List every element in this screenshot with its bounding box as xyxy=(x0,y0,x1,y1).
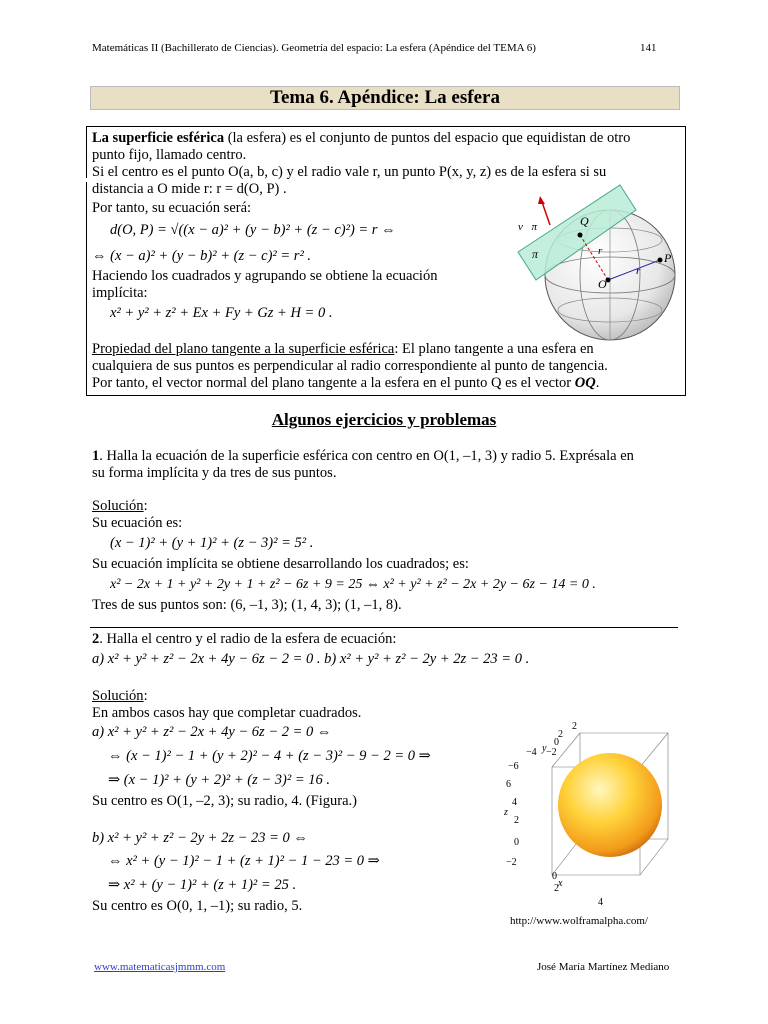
equation-distance: d(O, P) = √((x − a)² + (y − b)² + (z − c)²) = r ⇔ xyxy=(110,222,396,238)
exercise-2b-result: Su centro es O(0, 1, –1); su radio, 5. xyxy=(92,898,303,914)
center-o-label: O xyxy=(598,277,607,291)
exercise-2b-equation-1: b) x² + y² + z² − 2y + 2z − 23 = 0 ⇔ xyxy=(92,830,308,846)
radius-label-2: r xyxy=(636,265,641,277)
plot-x-label: x xyxy=(558,878,563,889)
plot-y-tick: 0 xyxy=(554,737,559,748)
equation-sphere: ⇔ (x − a)² + (y − b)² + (z − c)² = r² . xyxy=(92,248,312,264)
box-line-6: Haciendo los cuadrados y agrupando se obtiene la ecuación xyxy=(92,268,438,284)
tangent-property-3: Por tanto, el vector normal del plano tangente a la esfera en el punto Q es el vector OQ. xyxy=(92,375,600,391)
box-line-4: distancia a O mide r: r = d(O, P) . xyxy=(92,181,287,197)
plot-x-tick: 2 xyxy=(554,883,559,894)
plot-y-tick: −2 xyxy=(546,747,557,758)
footer-author: José María Martínez Mediano xyxy=(537,961,670,973)
plot-y-tick: 2 xyxy=(558,729,563,740)
tangent-property-1: Propiedad del plano tangente a la superficie esférica: El plano tangente a una esfera en xyxy=(92,341,594,357)
plot-top-tick: 2 xyxy=(572,721,577,732)
equation-implicit: x² + y² + z² + Ex + Fy + Gz + H = 0 . xyxy=(110,305,333,321)
point-q-label: Q xyxy=(580,214,589,228)
radius-label-1: r xyxy=(598,245,603,257)
plot-y-label: y xyxy=(542,743,547,754)
plot-z-tick: 4 xyxy=(512,797,517,808)
exercise-2-solution-label: Solución: xyxy=(92,688,148,704)
exercise-1-line-1: Su ecuación es: xyxy=(92,515,183,531)
plot-x-tick: 0 xyxy=(552,871,557,882)
exercise-2a-equation-1: a) x² + y² + z² − 2x + 4y − 6z − 2 = 0 ⇔ xyxy=(92,724,332,740)
exercise-2b-equation-2: ⇔ x² + (y − 1)² − 1 + (z + 1)² − 1 − 23 = 0 ⇒ xyxy=(108,853,380,869)
plot-z-label: z xyxy=(504,807,508,818)
plot-z-tick: 2 xyxy=(514,815,519,826)
exercise-1-equation-2: x² − 2x + 1 + y² + 2y + 1 + z² − 6z + 9 = 25 ⇔ x² + y² + z² − 2x + 2y − 6z − 14 = 0 . xyxy=(110,577,596,592)
plot-y-tick: −6 xyxy=(508,761,519,772)
page-title: Tema 6. Apéndice: La esfera xyxy=(90,86,680,110)
section-title: Algunos ejercicios y problemas xyxy=(271,410,497,429)
box-line-1: La superficie esférica (la esfera) es el conjunto de puntos del espacio que equidistan de otro xyxy=(92,130,631,146)
normal-vector-label: v⃗π xyxy=(518,221,537,233)
exercise-2b-equation-3: ⇒ x² + (y − 1)² + (z + 1)² = 25 . xyxy=(108,877,297,893)
exercise-1-equation-1: (x − 1)² + (y + 1)² + (z − 3)² = 5² . xyxy=(110,535,314,551)
page-number: 141 xyxy=(640,42,657,54)
tangent-property-2: cualquiera de sus puntos es perpendicular al radio correspondiente al punto de tangencia. xyxy=(92,358,608,374)
plot-z-tick: −2 xyxy=(506,857,517,868)
plot-y-tick: −4 xyxy=(526,747,537,758)
plot-z-tick: 6 xyxy=(506,779,511,790)
box-gap xyxy=(86,178,87,182)
exercise-1-line-2: Su ecuación implícita se obtiene desarrollando los cuadrados; es: xyxy=(92,556,469,572)
header-title: Matemáticas II (Bachillerato de Ciencias). Geometría del espacio: La esfera (Apéndice del TEMA 6) xyxy=(92,42,536,54)
exercise-2-question-2: a) x² + y² + z² − 2x + 4y − 6z − 2 = 0 . b) x² + y² + z² − 2y + 2z − 23 = 0 . xyxy=(92,651,530,667)
exercise-1-solution-label: Solución: xyxy=(92,498,148,514)
box-line-2: punto fijo, llamado centro. xyxy=(92,147,247,163)
point-p-label: P xyxy=(664,251,672,265)
footer-link[interactable]: www.matematicasjmmm.com xyxy=(94,961,226,973)
box-line-3: Si el centro es el punto O(a, b, c) y el radio vale r, un punto P(x, y, z) es de la esfera si su xyxy=(92,164,607,180)
plot-z-tick: 0 xyxy=(514,837,519,848)
exercise-2-question-1: 2. Halla el centro y el radio de la esfera de ecuación: xyxy=(92,631,397,647)
source-url[interactable]: http://www.wolframalpha.com/ xyxy=(510,915,648,927)
divider xyxy=(90,627,678,628)
plane-pi-label: π xyxy=(532,247,539,261)
sphere-3d-plot xyxy=(492,715,682,910)
exercise-1-line-3: Tres de sus puntos son: (6, –1, 3); (1, 4, 3); (1, –1, 8). xyxy=(92,597,402,613)
orange-sphere xyxy=(558,753,662,857)
exercise-2a-result: Su centro es O(1, –2, 3); su radio, 4. (Figura.) xyxy=(92,793,357,809)
exercise-2-line-1: En ambos casos hay que completar cuadrados. xyxy=(92,705,362,721)
box-line-7: implícita: xyxy=(92,285,148,301)
sphere-tangent-figure xyxy=(510,180,688,342)
plot-x-tick: 4 xyxy=(598,897,603,908)
exercise-2a-equation-3: ⇒ (x − 1)² + (y + 2)² + (z − 3)² = 16 . xyxy=(108,772,331,788)
exercise-1-question-2: su forma implícita y da tres de sus puntos. xyxy=(92,465,337,481)
box-line-5: Por tanto, su ecuación será: xyxy=(92,200,252,216)
exercise-1-question-1: 1. Halla la ecuación de la superficie esférica con centro en O(1, –1, 3) y radio 5. Exprésala en xyxy=(92,448,634,464)
exercise-2a-equation-2: ⇔ (x − 1)² − 1 + (y + 2)² − 4 + (z − 3)² − 9 − 2 = 0 ⇒ xyxy=(108,748,431,764)
